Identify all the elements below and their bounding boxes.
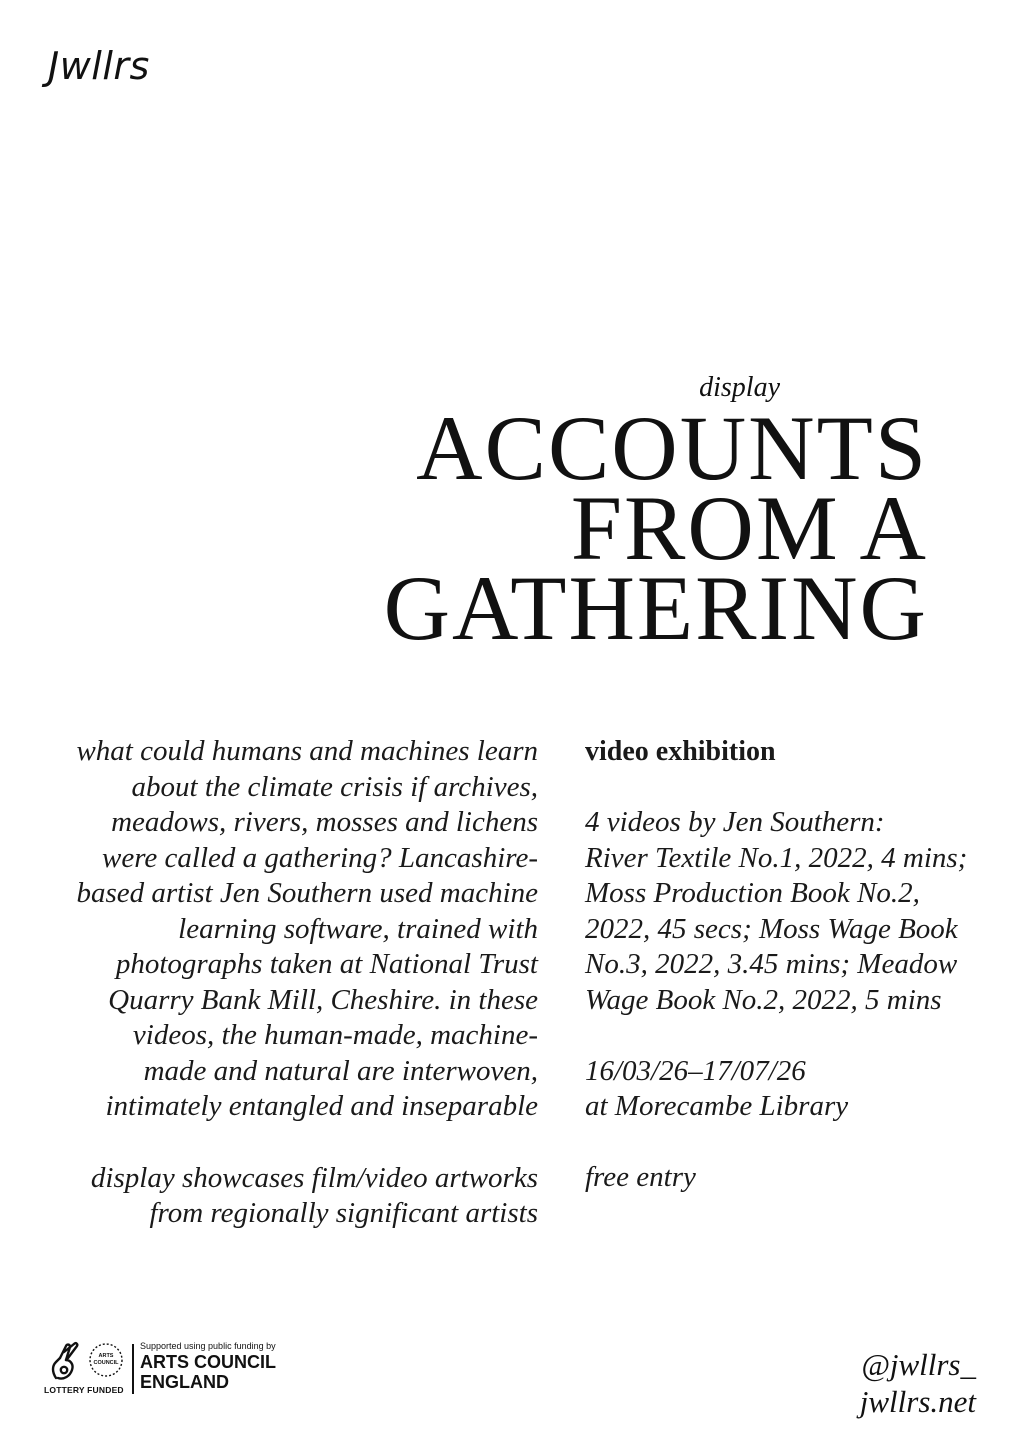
description-line: learning software, trained with — [178, 912, 538, 945]
arts-council-line1: ARTS COUNCIL — [140, 1352, 276, 1372]
description-line: photographs taken at National Trust — [115, 948, 538, 980]
videos-line: 4 videos by Jen Southern: — [585, 806, 885, 838]
videos-line: No.3, 2022, 3.45 mins; Meadow — [585, 948, 958, 980]
showcase-line: from regionally significant artists — [149, 1197, 538, 1229]
description-line: were called a gathering? Lancashire- — [101, 841, 538, 874]
description-line: based artist Jen Southern used machine — [76, 877, 538, 909]
display-subtitle: display — [699, 372, 780, 403]
title-line: FROM A — [570, 477, 928, 579]
description-line: made and natural are interwoven, — [143, 1054, 538, 1087]
contact-block — [860, 1346, 976, 1420]
description-line: what could humans and machines learn — [76, 735, 538, 767]
supported-text: Supported using public funding by — [140, 1341, 276, 1351]
description-line: about the climate crisis if archives, — [131, 770, 538, 803]
logo-divider — [132, 1344, 134, 1394]
description-column — [18, 734, 538, 1232]
description-line: intimately entangled and inseparable — [105, 1090, 538, 1122]
exhibition-details-column — [585, 734, 1005, 1196]
videos-line: River Textile No.1, 2022, 4 mins; — [585, 841, 968, 874]
lottery-funded-label: LOTTERY FUNDED — [44, 1385, 124, 1395]
exhibition-heading: video exhibition — [585, 736, 776, 767]
videos-line: Moss Production Book No.2, — [585, 877, 920, 909]
funding-logos — [44, 1340, 294, 1396]
arts-council-line2: ENGLAND — [140, 1372, 229, 1392]
website-link[interactable]: jwllrs.net — [859, 1384, 976, 1419]
arts-council-wordmark — [140, 1340, 276, 1392]
title-line: ACCOUNTS — [416, 397, 928, 499]
exhibition-venue: at Morecambe Library — [585, 1090, 849, 1122]
description-line: videos, the human-made, machine- — [132, 1019, 538, 1051]
social-handle[interactable]: @jwllrs_ — [861, 1347, 976, 1382]
description-line: meadows, rivers, mosses and lichens — [111, 806, 538, 838]
entry-info: free entry — [585, 1161, 696, 1193]
exhibition-title — [383, 397, 928, 659]
title-line: GATHERING — [383, 557, 928, 659]
videos-line: Wage Book No.2, 2022, 5 mins — [585, 983, 942, 1016]
videos-line: 2022, 45 secs; Moss Wage Book — [585, 912, 958, 945]
svg-text:COUNCIL: COUNCIL — [93, 1360, 119, 1366]
svg-text:ARTS: ARTS — [98, 1353, 114, 1359]
brand-logo: Jwllrs — [48, 44, 150, 88]
showcase-line: display showcases film/video artworks — [90, 1161, 538, 1194]
description-line: Quarry Bank Mill, Cheshire. in these — [108, 983, 538, 1016]
exhibition-dates: 16/03/26–17/07/26 — [585, 1054, 806, 1087]
